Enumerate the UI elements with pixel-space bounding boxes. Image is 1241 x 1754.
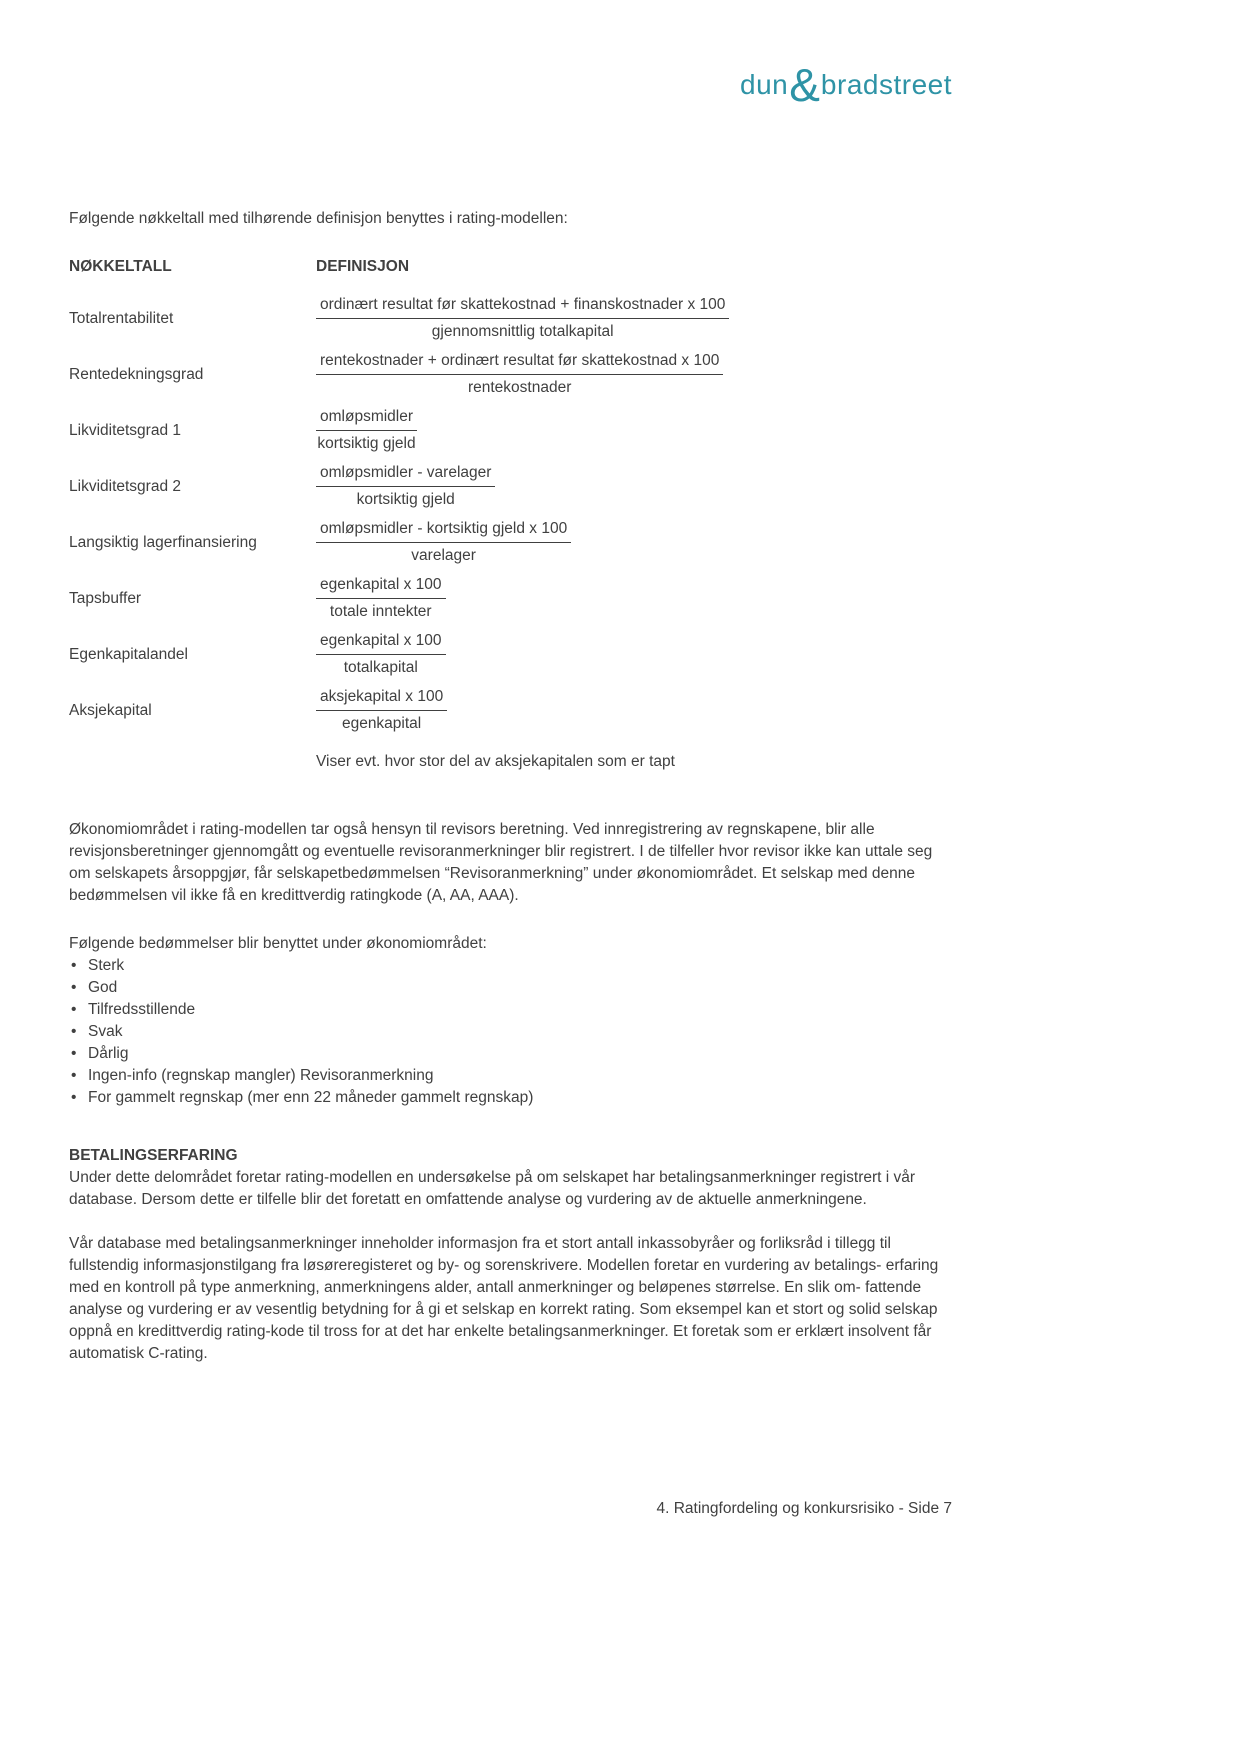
table-row: [69, 462, 952, 511]
fraction-denominator: varelager: [411, 547, 476, 564]
fraction-numerator: aksjekapital x 100: [316, 686, 447, 711]
logo-ampersand-icon: &: [789, 59, 820, 111]
fraction-numerator: omløpsmidler: [316, 406, 417, 431]
betalingserfaring-paragraph-1: Under dette delområdet foretar rating-modellen en undersøkelse på om selskapet har betalingsanmerkninger registrert i vår database. Dersom dette er tilfelle blir det foretatt en omfattende analyse og vurdering av de aktuelle anmerkningene.: [69, 1169, 916, 1208]
definition-fraction: [316, 350, 723, 399]
key-figure-label: Langsiktig lagerfinansiering: [69, 533, 257, 551]
document-content: [69, 200, 952, 1365]
fraction-denominator: kortsiktig gjeld: [317, 435, 416, 452]
definition-fraction: [316, 686, 447, 735]
table-row: [69, 518, 952, 567]
fraction-numerator: egenkapital x 100: [316, 574, 446, 599]
aksjekapital-note: Viser evt. hvor stor del av aksjekapitalen som er tapt: [316, 753, 675, 770]
definition-fraction: [316, 518, 571, 567]
column-header-definisjon: DEFINISJON: [316, 258, 410, 275]
bullets-intro: Følgende bedømmelser blir benyttet under økonomiområdet:: [69, 935, 487, 952]
definition-fraction: [316, 630, 446, 679]
key-figure-label: Likviditetsgrad 1: [69, 421, 182, 439]
fraction-denominator: totalkapital: [343, 659, 418, 676]
logo-text-bradstreet: bradstreet: [820, 69, 952, 100]
economy-paragraph: Økonomiområdet i rating-modellen tar også hensyn til revisors beretning. Ved innregistrering av regnskapene, blir alle revisjonsberetninger gjennomgått og eventuelle revisoranmerkninger blir registrert. I de tilfeller hvor revisor ikke kan uttale seg om selskapets årsoppgjør, får selskapetbedømmelsen “Revisoranmerkning” under økonomiområdet. Et selskap med denne bedømmelsen vil ikke få en kredittverdig ratingkode (A, AA, AAA).: [69, 821, 933, 904]
table-row: [69, 686, 952, 735]
list-item: • Dårlig: [69, 1043, 952, 1065]
key-figures-table: [69, 256, 952, 773]
dun-bradstreet-logo: [740, 59, 952, 111]
definition-fraction: [316, 294, 729, 343]
table-row: [69, 350, 952, 399]
list-item: • Svak: [69, 1021, 952, 1043]
fraction-denominator: gjennomsnittlig totalkapital: [431, 323, 614, 340]
section-heading-betalingserfaring: BETALINGSERFARING: [69, 1147, 238, 1164]
fraction-numerator: omløpsmidler - kortsiktig gjeld x 100: [316, 518, 571, 543]
table-row: [69, 294, 952, 343]
table-row: [69, 630, 952, 679]
key-figure-label: Egenkapitalandel: [69, 645, 188, 663]
fraction-denominator: rentekostnader: [467, 379, 572, 396]
key-figure-label: Rentedekningsgrad: [69, 365, 204, 383]
betalingserfaring-paragraph-2: Vår database med betalingsanmerkninger inneholder informasjon fra et stort antall inkassobyråer og forliksråd i tillegg til fullstendig informasjonstilgang fra løsøreregisteret og by- og sorenskrivere. Modellen foretar en vurdering av betalings- erfaring med en kontroll på type anmerkning, anmerkningens alder, antall anmerkninger og beløpenes størrelse. En slik om- fattende analyse og vurdering er av vesentlig betydning for å gi et selskap en korrekt rating. Som eksempel kan et stort og solid selskap oppnå en kredittverdig rating-kode til tross for at det har enkelte betalingsanmerkninger. Et foretak som er erklært insolvent får automatisk C-rating.: [69, 1235, 939, 1362]
fraction-denominator: egenkapital: [341, 715, 422, 732]
definition-fraction: [316, 574, 446, 623]
key-figure-label: Tapsbuffer: [69, 589, 142, 607]
fraction-numerator: ordinært resultat før skattekostnad + finanskostnader x 100: [316, 294, 729, 319]
key-figure-label: Likviditetsgrad 2: [69, 477, 182, 495]
key-figure-label: Totalrentabilitet: [69, 309, 174, 327]
page-footer: 4. Ratingfordeling og konkursrisiko - Side 7: [656, 1500, 952, 1517]
table-header-row: [69, 256, 952, 278]
list-item: • For gammelt regnskap (mer enn 22 måneder gammelt regnskap): [69, 1087, 952, 1109]
fraction-denominator: kortsiktig gjeld: [356, 491, 455, 508]
definition-fraction: [316, 406, 417, 455]
list-item: • God: [69, 977, 952, 999]
fraction-numerator: rentekostnader + ordinært resultat før skattekostnad x 100: [316, 350, 723, 375]
assessment-list: [69, 955, 952, 1109]
definition-fraction: [316, 462, 495, 511]
table-row: [69, 574, 952, 623]
fraction-numerator: egenkapital x 100: [316, 630, 446, 655]
logo-text-dun: dun: [740, 69, 789, 100]
table-row: [69, 406, 952, 455]
fraction-numerator: omløpsmidler - varelager: [316, 462, 495, 487]
fraction-denominator: totale inntekter: [329, 603, 432, 620]
key-figure-label: Aksjekapital: [69, 701, 152, 719]
intro-text: Følgende nøkkeltall med tilhørende definisjon benyttes i rating-modellen:: [69, 210, 568, 227]
column-header-nokkeltall: NØKKELTALL: [69, 258, 172, 275]
list-item: • Tilfredsstillende: [69, 999, 952, 1021]
list-item: • Sterk: [69, 955, 952, 977]
list-item: • Ingen-info (regnskap mangler) Revisoranmerkning: [69, 1065, 952, 1087]
